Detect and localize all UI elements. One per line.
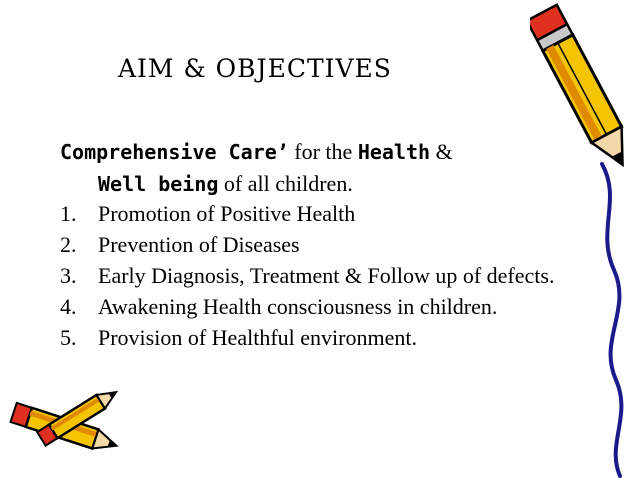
list-item bbox=[60, 322, 580, 353]
intro-bold-2: Health bbox=[357, 140, 431, 164]
list-number: 3. bbox=[60, 263, 77, 288]
list-text: Provision of Healthful environment. bbox=[98, 325, 417, 350]
intro-bold-1: Comprehensive Care’ bbox=[60, 140, 289, 164]
pencil-icon bbox=[530, 0, 638, 180]
list-text: Awakening Health consciousness in children. bbox=[98, 294, 498, 319]
list-item bbox=[60, 198, 580, 229]
squiggle-line-icon bbox=[592, 160, 638, 478]
list-number: 2. bbox=[60, 232, 77, 257]
list-number: 5. bbox=[60, 325, 77, 350]
intro-text-2: & bbox=[430, 139, 453, 164]
objectives-list bbox=[60, 198, 580, 353]
list-item bbox=[60, 260, 580, 291]
slide-title: AIM & OBJECTIVES bbox=[118, 54, 392, 83]
intro-text-1: for the bbox=[288, 139, 358, 164]
intro-bold-3: Well being bbox=[98, 172, 219, 196]
list-number: 4. bbox=[60, 294, 77, 319]
list-item bbox=[60, 291, 580, 322]
list-text: Promotion of Positive Health bbox=[98, 201, 356, 226]
intro-text-3: of all children. bbox=[218, 171, 353, 196]
list-text: Early Diagnosis, Treatment & Follow up of defects. bbox=[98, 263, 555, 288]
list-number: 1. bbox=[60, 201, 77, 226]
list-text: Prevention of Diseases bbox=[98, 232, 300, 257]
pencils-icon bbox=[0, 378, 140, 476]
intro-text bbox=[60, 136, 590, 200]
list-item bbox=[60, 229, 580, 260]
